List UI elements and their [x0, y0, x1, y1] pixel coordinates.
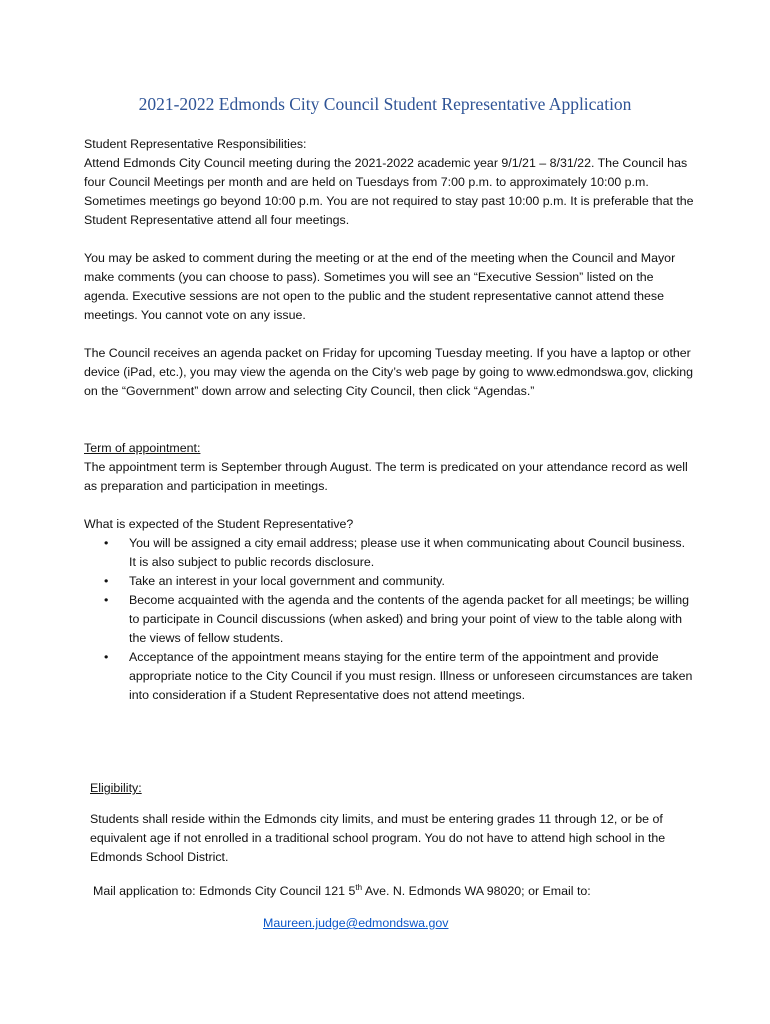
responsibilities-paragraph-2-block: [84, 249, 694, 325]
mail-superscript: th: [355, 882, 363, 892]
expectations-section: [84, 515, 694, 705]
list-item-text: Take an interest in your local government and community.: [129, 574, 445, 588]
responsibilities-heading: Student Representative Responsibilities:: [84, 137, 307, 151]
term-paragraph: The appointment term is September through August. The term is predicated on your attendance record as well as preparation and participation in meetings.: [84, 460, 688, 493]
mail-prefix: Mail application to: Edmonds City Council 121 5: [93, 884, 356, 898]
responsibilities-paragraph-2: You may be asked to comment during the meeting or at the end of the meeting when the Council and Mayor make comments (you can choose to pass). Sometimes you will see an “Executive Session” listed on the agenda. Executive sessions are not open to the public and the student representative cannot attend these meetings. You cannot vote on any issue.: [84, 251, 676, 322]
list-item: [84, 648, 694, 705]
term-heading: Term of appointment:: [84, 441, 201, 455]
email-link-block: [263, 914, 563, 933]
eligibility-heading-block: [90, 779, 690, 798]
responsibilities-paragraph-1: Attend Edmonds City Council meeting during the 2021-2022 academic year 9/1/21 – 8/31/22. The Council has four Council Meetings per month and are held on Tuesdays from 7:00 p.m. to approximately 10:00 p.m. Sometimes meetings go beyond 10:00 p.m. You are not required to stay past 10:00 p.m. It is preferable that the Student Representative attend all four meetings.: [84, 156, 694, 227]
email-link[interactable]: Maureen.judge@edmondswa.gov: [263, 916, 449, 930]
mail-line: [93, 882, 693, 901]
list-item: [84, 572, 694, 591]
responsibilities-paragraph-3-block: [84, 344, 694, 401]
list-item-text: You will be assigned a city email address; please use it when communicating about Council business. It is also subject to public records disclosure.: [129, 536, 686, 569]
list-item-text: Acceptance of the appointment means staying for the entire term of the appointment and provide appropriate notice to the City Council if you must resign. Illness or unforeseen circumstances are taken into consideration if a Student Representative does not attend meetings.: [129, 650, 693, 702]
list-item: [84, 591, 694, 648]
mail-suffix: Ave. N. Edmonds WA 98020; or Email to:: [362, 884, 591, 898]
list-item-text: Become acquainted with the agenda and the contents of the agenda packet for all meetings; be willing to participate in Council discussions (when asked) and bring your point of view to the table along with the views of fellow students.: [129, 593, 690, 645]
term-section: [84, 439, 694, 496]
responsibilities-paragraph-3: The Council receives an agenda packet on Friday for upcoming Tuesday meeting. If you have a laptop or other device (iPad, etc.), you may view the agenda on the City’s web page by going to www.edmondswa.gov, clicking on the “Government” down arrow and selecting City Council, then click “Agendas.”: [84, 346, 694, 398]
bullet-icon: •: [104, 536, 109, 550]
page-title: 2021-2022 Edmonds City Council Student Representative Application: [138, 94, 632, 114]
mail-text: [93, 882, 693, 901]
expectations-list: [84, 534, 694, 705]
eligibility-heading: Eligibility:: [90, 781, 142, 795]
list-item: [84, 534, 694, 572]
bullet-icon: •: [104, 574, 109, 588]
eligibility-paragraph-block: [90, 810, 690, 867]
responsibilities-section: [84, 135, 694, 230]
eligibility-paragraph: Students shall reside within the Edmonds city limits, and must be entering grades 11 through 12, or be of equivalent age if not enrolled in a traditional school program. You do not have to attend high school in the Edmonds School District.: [90, 812, 666, 864]
bullet-icon: •: [104, 593, 109, 607]
expectations-heading: What is expected of the Student Representative?: [84, 517, 354, 531]
bullet-icon: •: [104, 650, 109, 664]
